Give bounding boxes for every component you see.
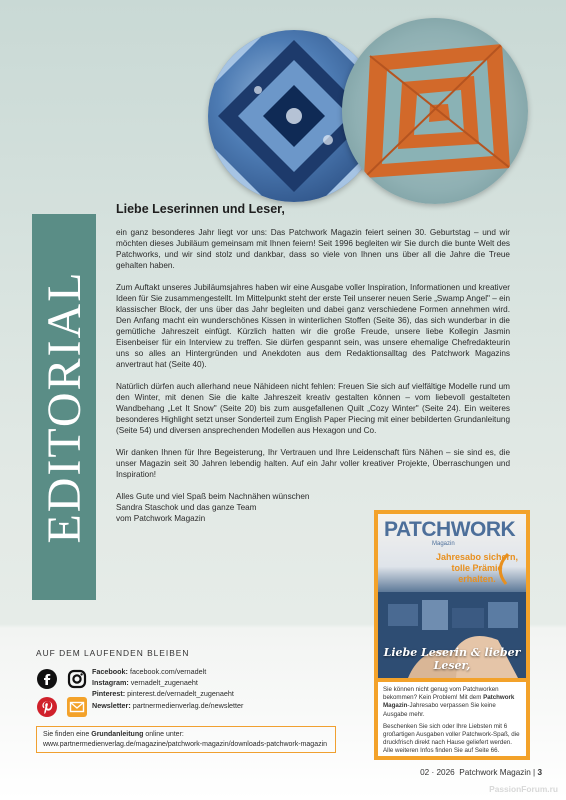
magazine-name: Patchwork Magazin (459, 768, 531, 777)
watermark: PassionForum.ru (489, 784, 558, 794)
subscription-ad[interactable] (374, 510, 530, 760)
newsletter-link[interactable]: Newsletter: partnermedienverlag.de/newsletter (92, 700, 244, 710)
magazine-cover (378, 514, 526, 678)
issue-number: 02 · 2026 (420, 768, 455, 777)
instagram-icon[interactable] (66, 668, 88, 690)
social-links (92, 666, 243, 711)
editorial-heading: Liebe Leserinnen und Leser, (116, 202, 285, 216)
page-number: 3 (537, 768, 542, 777)
pillow-photo (342, 18, 528, 204)
editorial-band (32, 214, 96, 600)
signature-line: vom Patchwork Magazin (116, 514, 206, 523)
social-section (36, 648, 366, 718)
editorial-paragraph: Natürlich dürfen auch allerhand neue Nähideen nicht fehlen: Freuen Sie sich auf vielfältige Modelle rund um den Winter, mit denen Sie die kalte Jahreszeit kreativ gestalten können – vom liebevoll gestalteten Wandbehang „Let It Snow" (Seite 20) bis zum ausgefallenen Quilt „Cozy Winter" (Seite 24). Ein weiteres besonderes Highlight setzt unser Sonderteil zum English Paper Piecing mit einer bebilderten Grundanleitung (Seite 54) und diversen ansprechenden Modellen aus Hexagon und Co. (116, 382, 510, 435)
facebook-link[interactable]: Facebook: facebook.com/vernadelt (92, 667, 207, 676)
editorial-content (116, 204, 510, 524)
pinterest-link[interactable]: Pinterest: pinterest.de/vernadelt_zugenaeht (92, 689, 234, 699)
social-icons (36, 666, 92, 718)
signature-line: Sandra Staschok und das ganze Team (116, 503, 257, 512)
ad-body: Sie können nicht genug vom Patchworken bekommen? Kein Problem! Mit dem Patchwork Magazin-Jahresabo verpassen Sie keine Ausgabe mehr. Beschenken Sie sich oder Ihre Liebsten mit 6 großartigen Ausgaben voller Patchwork-Spaß, die druckfrisch direkt nach Hause geliefert werden. Alle weiteren Infos finden Sie auf Seite 66. (378, 682, 526, 756)
ad-tagline: Jahresabo sichern, tolle Prämie erhalten. (436, 552, 519, 584)
guide-box[interactable]: Sie finden eine Grundanleitung online unter: www.partnermedienverlag.de/magazine/patchwork-magazin/downloads-patchwork-magazin (36, 726, 336, 753)
editorial-paragraph: ein ganz besonderes Jahr liegt vor uns: Das Patchwork Magazin feiert seinen 30. Geburtstag – und wir möchten dieses Jubiläum gemeinsam mit Ihnen feiern! Seit 1996 begleiten wir Sie durch die bunte Welt des Patchworks, und wir sind stolz und dankbar, dass so viele von Ihnen uns über all die Jahre die Treue gehalten haben. (116, 228, 510, 270)
editorial-paragraph: Wir danken Ihnen für Ihre Begeisterung, Ihr Vertrauen und Ihre Leidenschaft fürs Nähen – sie sind es, die unser Magazin seit 30 Jahren lebendig halten. Auf ein Jahr voller kreativer Projekte, Überraschungen und Inspiration! (116, 448, 510, 479)
editorial-band-label: EDITORIAL (37, 270, 91, 544)
facebook-icon[interactable] (36, 668, 58, 690)
page-footer: 02 · 2026 Patchwork Magazin | 3 (420, 768, 542, 777)
magazine-logo-sub: Magazin (432, 541, 455, 547)
social-title: AUF DEM LAUFENDEN BLEIBEN (36, 648, 190, 658)
magazine-logo: PATCHWORK (384, 518, 516, 541)
mail-icon[interactable] (66, 696, 88, 718)
signature-line: Alles Gute und viel Spaß beim Nachnähen wünschen (116, 492, 310, 501)
instagram-link[interactable]: Instagram: vernadelt_zugenaeht (92, 678, 198, 688)
editorial-paragraph: Zum Auftakt unseres Jubiläumsjahres haben wir eine Ausgabe voller Inspiration, Informationen und kreativer Ideen für Sie zusammengestellt. Im Mittelpunkt steht der erste Teil unserer neuen Serie „Swamp Angel" – ein klassischer Block, der uns über das Jahr begleiten und dabei ganz verschiedene Formen annehmen wird. Den Anfang macht ein wunderschönes Kissen in winterlichen Stoffen (Seite 36), das sich wunderbar in die gemütliche Jahreszeit einfügt. Kürzlich hatten wir die große Freude, unsere liebe Kollegin Jasmin Eisenbeiser für ein Interview zu treffen. Sie dürfen gespannt sein, was unsere ehemalige Chefredakteurin uns so alles an Hintergründen und Anekdoten aus dem Redaktionsalltag des Patchwork Magazins anvertraut hat (Seite 40). (116, 283, 510, 369)
pinterest-icon[interactable] (36, 696, 58, 718)
ad-script-heading: Liebe Leserin & lieber Leser, (383, 646, 521, 672)
